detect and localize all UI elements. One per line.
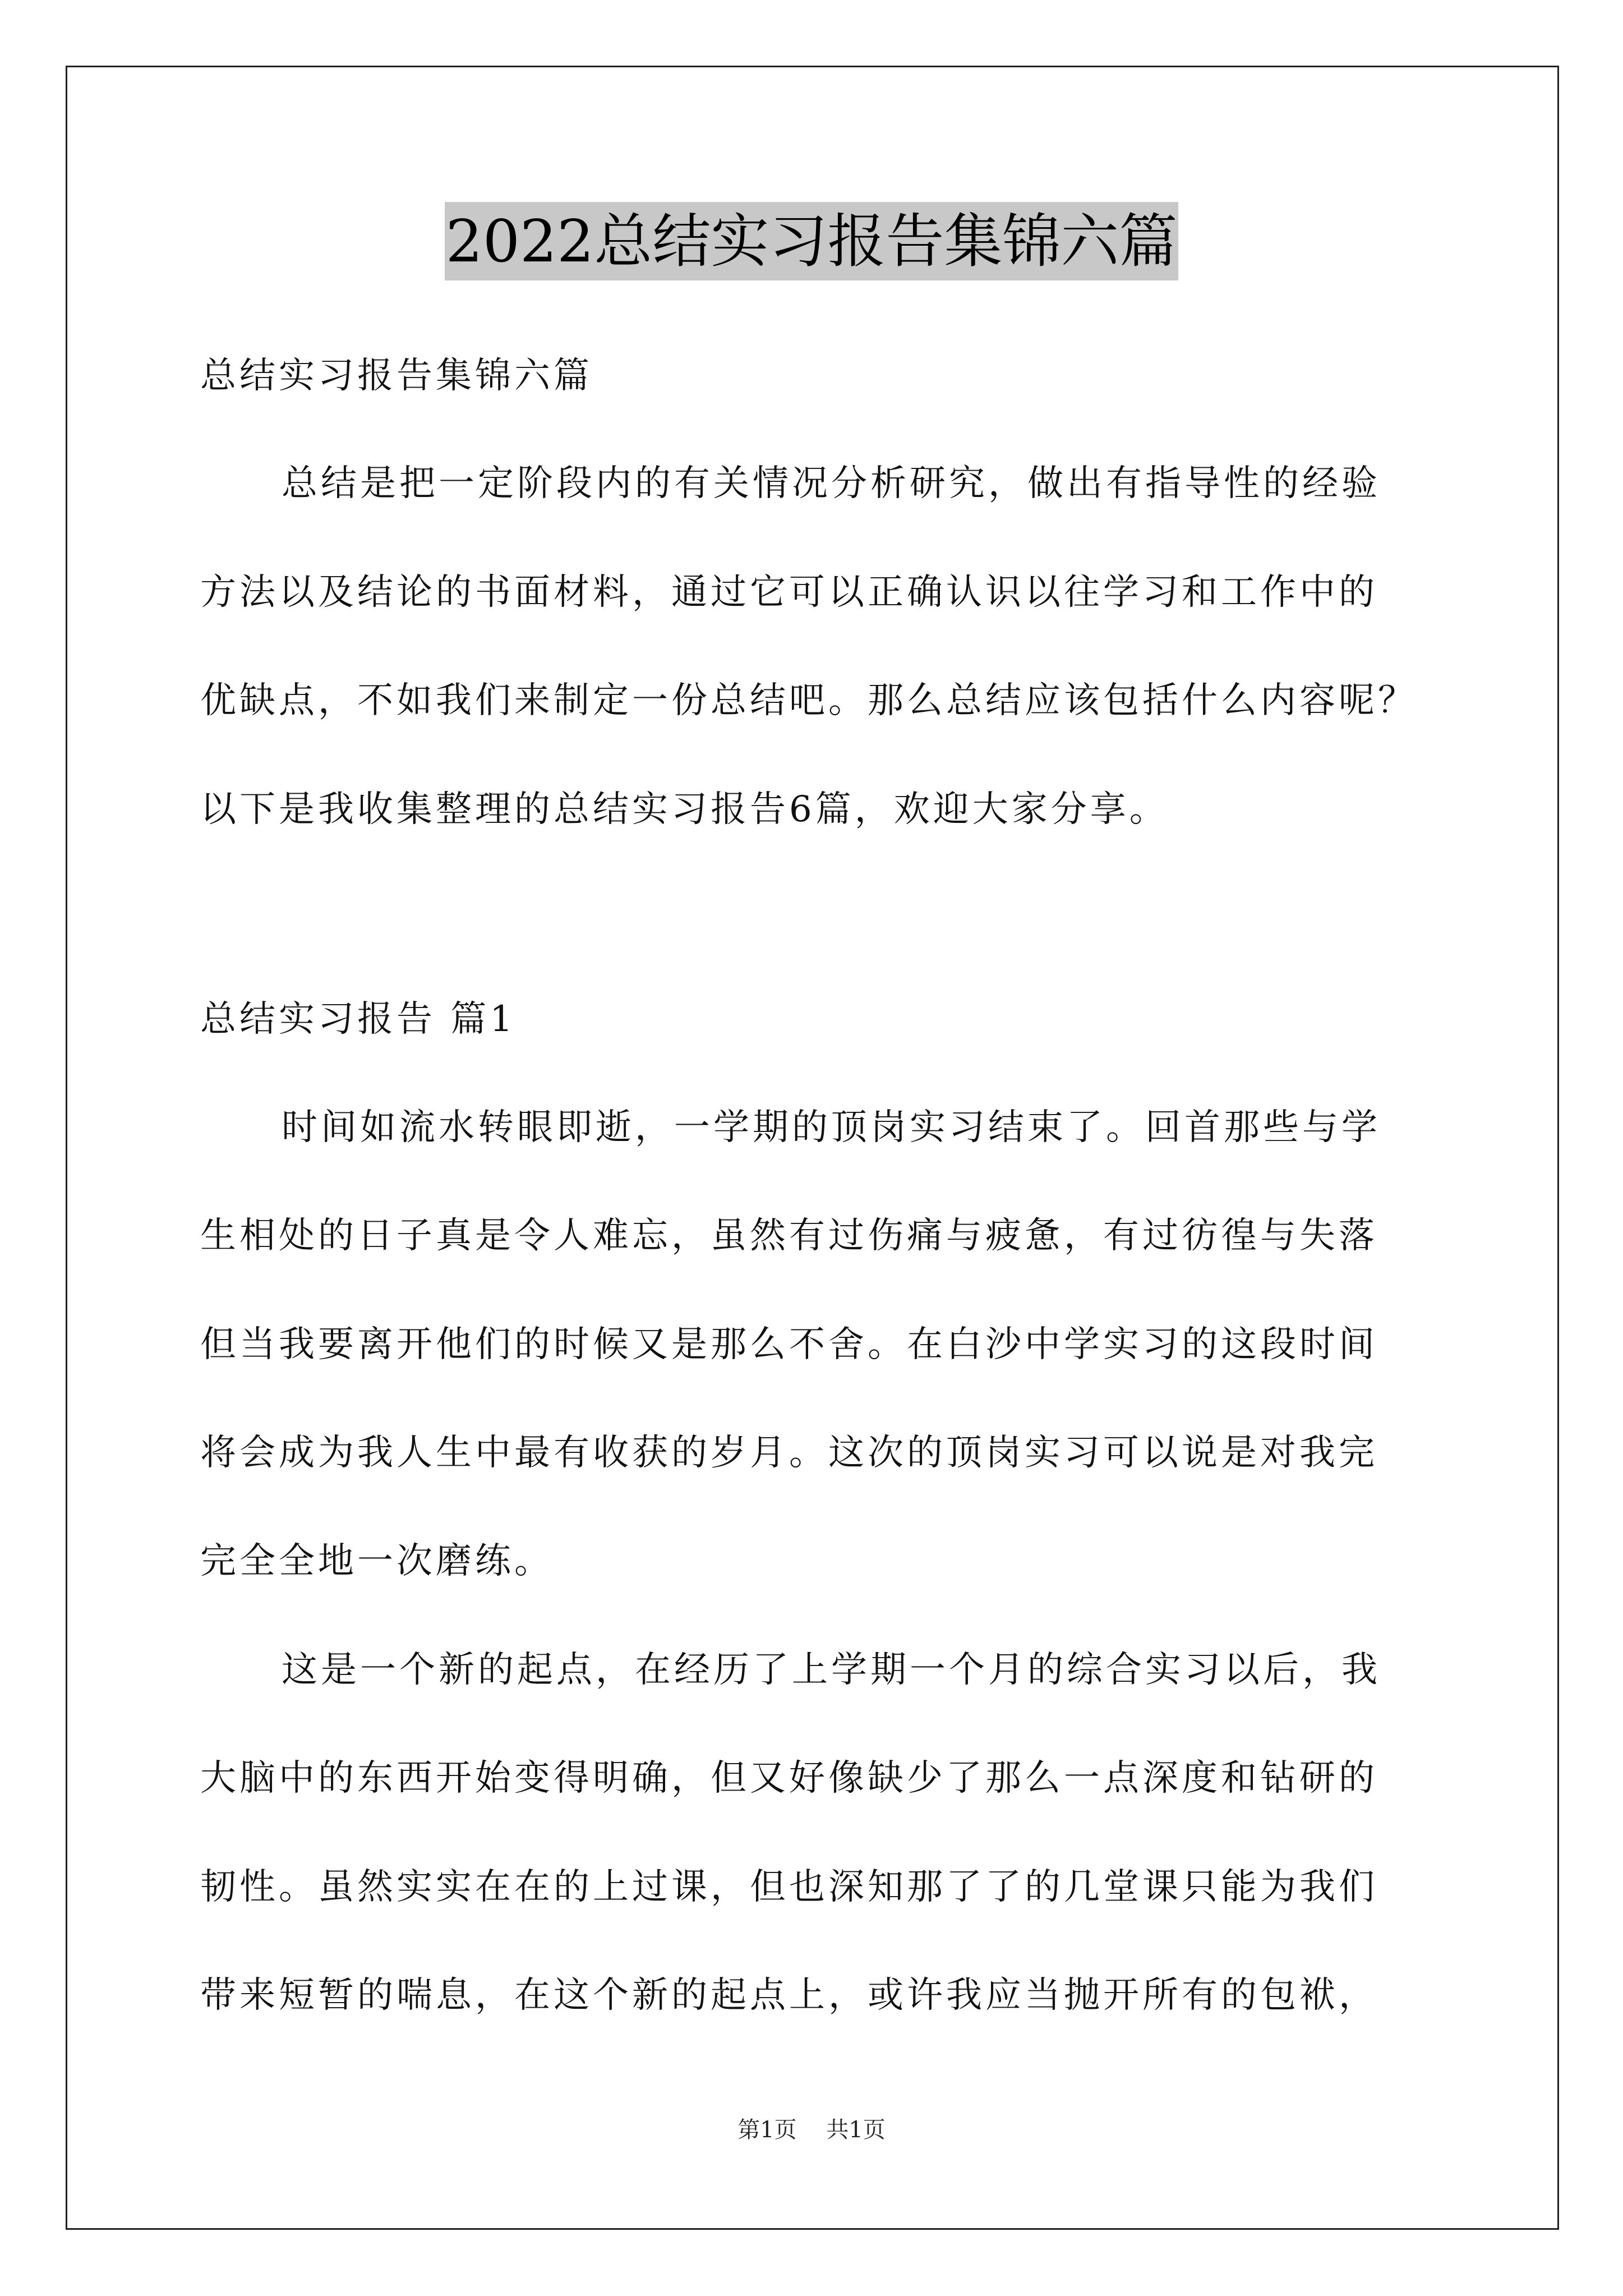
para2-line-1: 这是一个新的起点，在经历了上学期一个月的综合实习以后，我: [282, 1649, 1381, 1691]
page-footer: [0, 2116, 1623, 2144]
para1-line-5: 完全全地一次磨练。: [200, 1540, 554, 1582]
page-number: 第1页: [737, 2117, 797, 2143]
intro-line-1: 总结是把一定阶段内的有关情况分析研究，做出有指导性的经验: [282, 463, 1381, 504]
section-heading-1: 总结实习报告 篇1: [200, 999, 517, 1040]
para2-line-4: 带来短暂的喘息，在这个新的起点上，或许我应当抛开所有的包袱，: [200, 1975, 1378, 2016]
intro-line-4: 以下是我收集整理的总结实习报告6篇，欢迎大家分享。: [200, 789, 1169, 830]
document-title: 2022总结实习报告集锦六篇: [445, 202, 1179, 280]
title-wrapper: [0, 202, 1623, 280]
intro-line-3: 优缺点，不如我们来制定一份总结吧。那么总结应该包括什么内容呢？: [200, 680, 1417, 721]
para1-line-2: 生相处的日子真是令人难忘，虽然有过伤痛与疲惫，有过彷徨与失落: [200, 1215, 1378, 1257]
para1-line-4: 将会成为我人生中最有收获的岁月。这次的顶岗实习可以说是对我完: [200, 1432, 1378, 1474]
para2-line-3: 韧性。虽然实实在在的上过课，但也深知那了了的几堂课只能为我们: [200, 1866, 1378, 1908]
para2-line-2: 大脑中的东西开始变得明确，但又好像缺少了那么一点深度和钻研的: [200, 1757, 1378, 1799]
page-total: 共1页: [826, 2117, 886, 2143]
document-subtitle: 总结实习报告集锦六篇: [200, 355, 593, 397]
para1-line-3: 但当我要离开他们的时候又是那么不舍。在白沙中学实习的这段时间: [200, 1324, 1378, 1365]
intro-line-2: 方法以及结论的书面材料，通过它可以正确认识以往学习和工作中的: [200, 572, 1378, 613]
para1-line-1: 时间如流水转眼即逝，一学期的顶岗实习结束了。回首那些与学: [282, 1107, 1381, 1148]
